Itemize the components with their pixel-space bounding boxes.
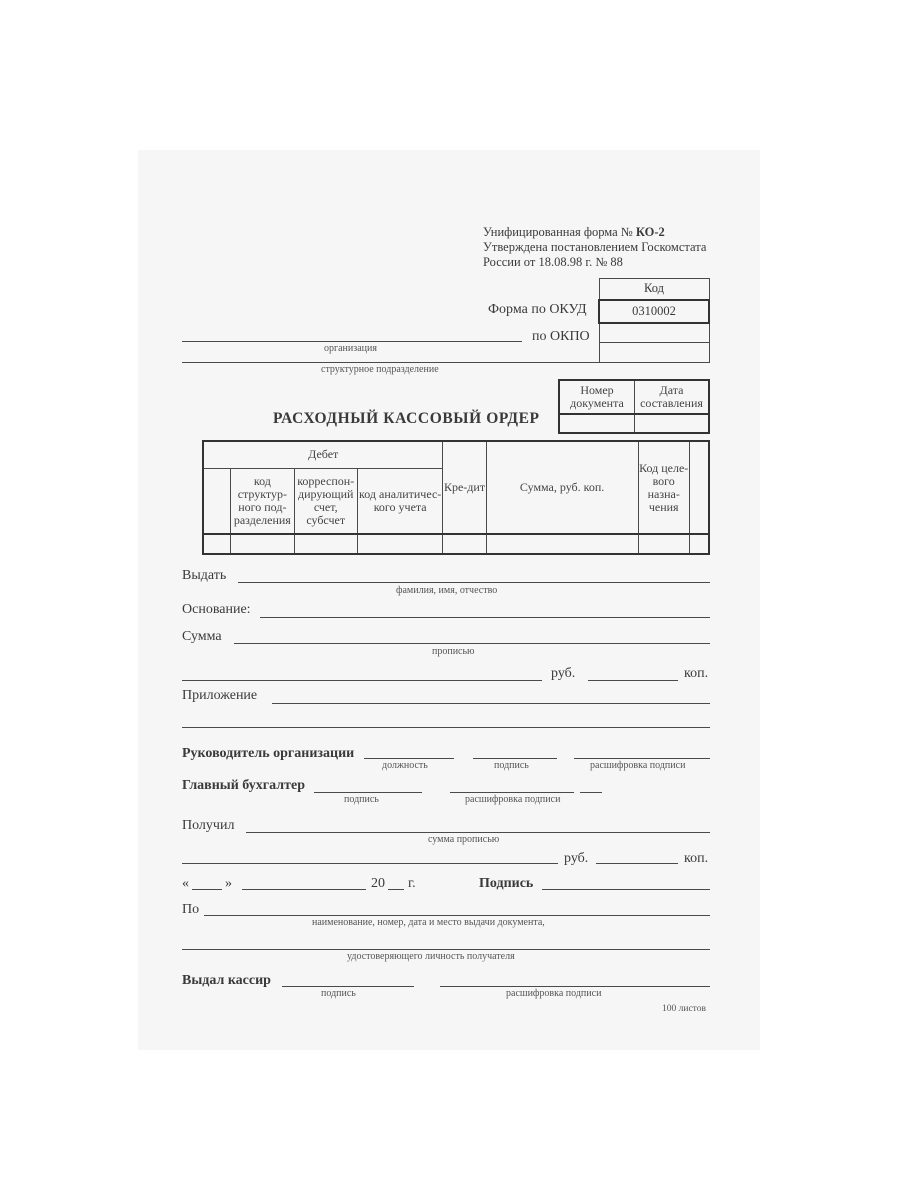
main-table [202, 440, 710, 555]
basis-label: Основание: [182, 602, 251, 617]
head-decoding-line[interactable] [574, 758, 710, 759]
received-label: Получил [182, 818, 235, 833]
identity-caption: удостоверяющего личность получателя [347, 951, 515, 962]
unified-form-line [483, 225, 665, 240]
year-prefix: 20 [371, 876, 385, 891]
date-day-line[interactable] [192, 889, 222, 890]
issue-label: Выдать [182, 568, 227, 583]
chief-signature-line[interactable] [314, 792, 422, 793]
attachment-line-2[interactable] [182, 727, 710, 728]
cell-debit-blank[interactable] [203, 534, 231, 554]
date-month-line[interactable] [242, 889, 366, 890]
doc-number-cell[interactable] [559, 414, 635, 433]
form-code: КО-2 [635, 225, 665, 239]
decree-date-line: России от 18.08.98 г. № 88 [483, 255, 623, 269]
received-rub-label: руб. [564, 851, 589, 866]
sheets-count: 100 листов [662, 1004, 706, 1014]
cell-credit[interactable] [443, 534, 486, 554]
cell-blank[interactable] [689, 534, 709, 554]
cashier-label: Выдал кассир [182, 973, 271, 988]
sum-kop-label: коп. [684, 666, 709, 681]
okpo-value[interactable] [599, 323, 709, 343]
received-kop-label: коп. [684, 851, 709, 866]
basis-line[interactable] [260, 617, 710, 618]
by-label: По [182, 902, 200, 917]
correspondent-account-header: корреспон-дирующий счет, субсчет [294, 468, 357, 534]
okud-label: Форма по ОКУД [488, 302, 587, 317]
sum-kop-line[interactable] [588, 680, 678, 681]
chief-decoding-line[interactable] [450, 792, 574, 793]
head-signature-line[interactable] [473, 758, 557, 759]
form-line-text: Унифицированная форма № [483, 225, 633, 239]
doc-date-cell[interactable] [635, 414, 710, 433]
amount-header: Сумма, руб. коп. [486, 441, 638, 534]
okud-value[interactable]: 0310002 [599, 300, 709, 323]
chief-extra-line[interactable] [580, 792, 602, 793]
doc-number-table [558, 379, 710, 434]
organization-caption: организация [324, 343, 377, 354]
doc-number-header: Номер документа [559, 380, 635, 414]
subdivision-code-header: код структур-ного под-разделения [231, 468, 294, 534]
cashier-signature-caption: подпись [321, 988, 356, 999]
subdivision-line[interactable] [182, 362, 600, 363]
sum-caption: прописью [432, 646, 475, 657]
cell-amount[interactable] [486, 534, 638, 554]
cell-correspondent-account[interactable] [294, 534, 357, 554]
chief-signature-caption: подпись [344, 794, 379, 805]
head-position-line[interactable] [364, 758, 454, 759]
chief-decoding-caption: расшифровка подписи [465, 794, 561, 805]
received-kop-line[interactable] [596, 863, 678, 864]
cell-analytic-code[interactable] [357, 534, 443, 554]
debit-blank-header [203, 468, 231, 534]
issue-line[interactable] [238, 582, 710, 583]
debit-header: Дебет [203, 441, 443, 468]
date-open-quote: « [182, 876, 189, 891]
doc-date-header: Дата составления [635, 380, 710, 414]
date-close-quote: » [225, 876, 232, 891]
recipient-signature-label: Подпись [479, 876, 534, 891]
attachment-line[interactable] [272, 703, 710, 704]
blank-code-cell[interactable] [599, 343, 709, 363]
analytic-code-header: код аналитичес-кого учета [357, 468, 443, 534]
received-line[interactable] [246, 832, 710, 833]
head-position-caption: должность [382, 760, 428, 771]
year-suffix: г. [408, 876, 416, 891]
target-code-header: Код целе-вого назна-чения [638, 441, 689, 534]
codes-table [598, 278, 710, 363]
okpo-label: по ОКПО [532, 329, 590, 344]
cashier-signature-line[interactable] [282, 986, 414, 987]
by-line-2[interactable] [182, 949, 710, 950]
form-title: РАСХОДНЫЙ КАССОВЫЙ ОРДЕР [273, 410, 540, 427]
blank-header-cell [689, 441, 709, 534]
organization-line[interactable] [182, 341, 522, 342]
issue-caption: фамилия, имя, отчество [396, 585, 498, 596]
cell-subdivision-code[interactable] [231, 534, 294, 554]
credit-header: Кре-дит [443, 441, 486, 534]
head-decoding-caption: расшифровка подписи [590, 760, 686, 771]
form-sheet [138, 150, 760, 1050]
by-line[interactable] [204, 915, 710, 916]
sum-line-2[interactable] [182, 680, 542, 681]
cell-target-code[interactable] [638, 534, 689, 554]
cashier-decoding-caption: расшифровка подписи [506, 988, 602, 999]
code-header: Код [599, 279, 709, 300]
cashier-decoding-line[interactable] [440, 986, 710, 987]
approved-line: Утверждена постановлением Госкомстата [483, 240, 707, 254]
received-line-2[interactable] [182, 863, 558, 864]
head-label: Руководитель организации [182, 746, 355, 761]
head-signature-caption: подпись [494, 760, 529, 771]
received-caption: сумма прописью [428, 834, 500, 845]
subdivision-caption: структурное подразделение [321, 364, 439, 375]
recipient-signature-line[interactable] [542, 889, 710, 890]
sum-rub-label: руб. [551, 666, 576, 681]
chief-accountant-label: Главный бухгалтер [182, 778, 305, 793]
sum-label: Сумма [182, 629, 222, 644]
sum-line[interactable] [234, 643, 710, 644]
date-year-line[interactable] [388, 889, 404, 890]
doc-caption: наименование, номер, дата и место выдачи документа, [312, 917, 545, 928]
attachment-label: Приложение [182, 688, 258, 703]
